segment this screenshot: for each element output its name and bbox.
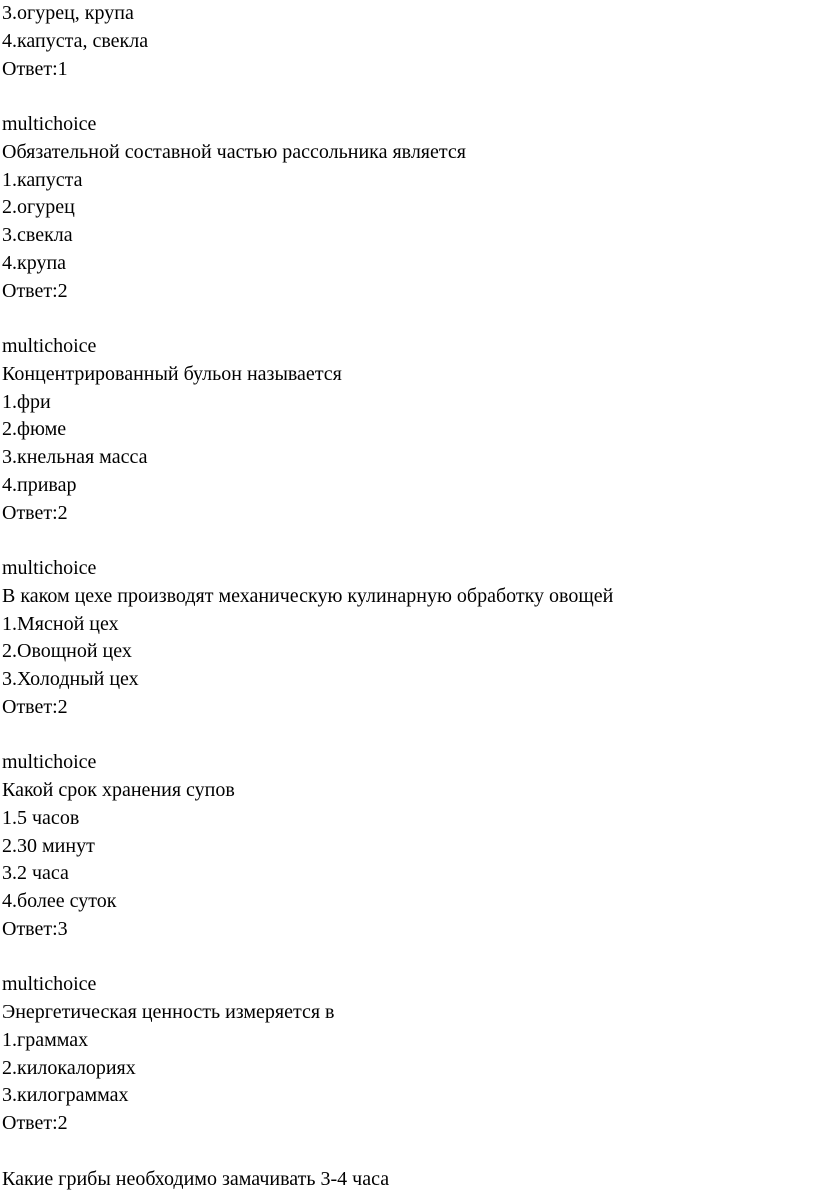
question-type: multichoice: [2, 751, 97, 774]
option: 4.крупа: [2, 251, 67, 274]
answer: Ответ:2: [2, 695, 68, 718]
option: 1.Мясной цех: [2, 612, 119, 635]
option: 1.фри: [2, 390, 51, 413]
question-text: Энергетическая ценность измеряется в: [2, 1001, 335, 1023]
option: 3.Холодный цех: [2, 668, 139, 690]
answer: Ответ:2: [2, 279, 68, 302]
question-type: multichoice: [2, 113, 97, 135]
option: 2.огурец: [2, 196, 75, 219]
answer: Ответ:2: [2, 1112, 68, 1134]
option: 2.30 минут: [2, 834, 95, 857]
question-type: multichoice: [2, 335, 97, 357]
option: 4.привар: [2, 473, 77, 496]
question-text: Какой срок хранения супов: [2, 779, 235, 801]
option: 3.свекла: [2, 224, 73, 246]
answer: Ответ:3: [2, 917, 68, 940]
answer: Ответ:2: [2, 501, 68, 524]
option: 2.килокалориях: [2, 1056, 136, 1079]
option: 1.капуста: [2, 168, 83, 191]
question-type: multichoice: [2, 973, 97, 996]
spacer: [2, 83, 810, 111]
option: 1.граммах: [2, 1028, 89, 1051]
question-text: Обязательной составной частью рассольника является: [2, 140, 466, 163]
question-text: Какие грибы необходимо замачивать 3-4 часа: [2, 1167, 390, 1190]
question-text: В каком цехе производят механическую кулинарную обработку овощей: [2, 584, 614, 607]
question-block: [2, 971, 810, 1138]
spacer: [2, 722, 810, 750]
question-block: [2, 111, 810, 305]
spacer: [2, 944, 810, 972]
document-page: [2, 0, 810, 1193]
option: 3.огурец, крупа: [2, 2, 134, 24]
option: 2.фюме: [2, 418, 67, 441]
option: 1.5 часов: [2, 806, 80, 829]
question-type: multichoice: [2, 557, 97, 579]
question-text: Концентрированный бульон называется: [2, 362, 342, 385]
spacer: [2, 1138, 810, 1166]
option: 3.кнельная масса: [2, 446, 148, 468]
spacer: [2, 527, 810, 555]
option: 2.Овощной цех: [2, 640, 132, 663]
question-fragment: [2, 0, 810, 83]
option: 4.более суток: [2, 890, 117, 912]
option: 3.килограммах: [2, 1084, 129, 1107]
spacer: [2, 305, 810, 333]
question-block: [2, 333, 810, 527]
question-block: [2, 555, 810, 722]
option: 4.капуста, свекла: [2, 29, 149, 52]
option: 3.2 часа: [2, 862, 69, 885]
answer: Ответ:1: [2, 57, 68, 80]
question-block: [2, 749, 810, 943]
